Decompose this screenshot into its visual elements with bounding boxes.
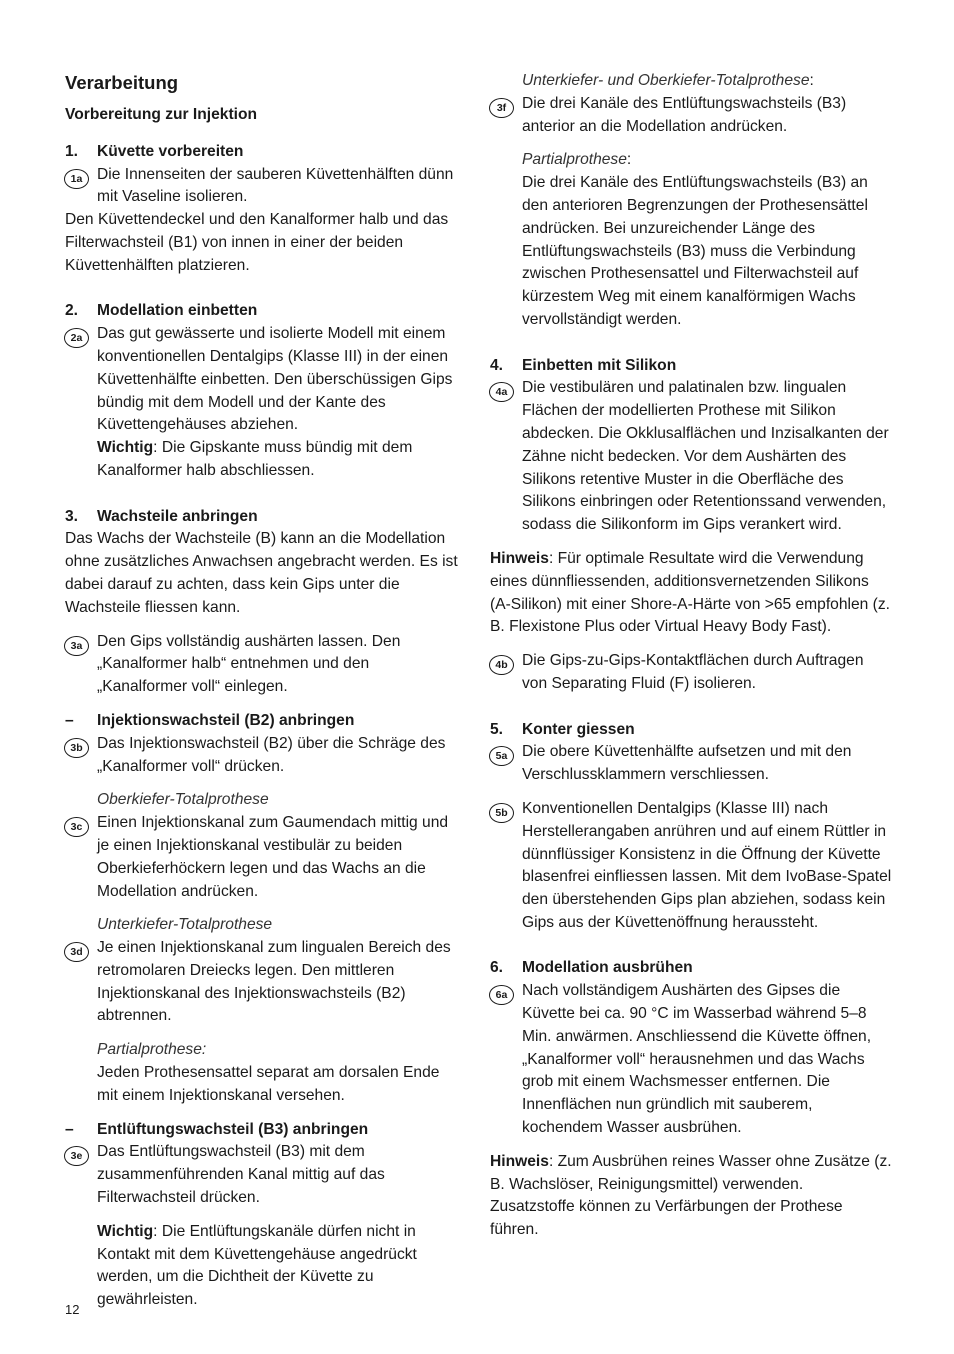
figure-badge: 3a — [64, 636, 89, 656]
step-title: Küvette vorbereiten — [97, 142, 244, 160]
step-title: Injektionswachsteil (B2) anbringen — [97, 711, 355, 729]
figure-ref-4a — [490, 377, 892, 537]
step-6-heading — [490, 957, 892, 980]
step-title: Einbetten mit Silikon — [522, 356, 677, 374]
case-label: Unterkiefer-Totalprothese — [97, 916, 273, 934]
figure-ref-4b — [490, 650, 892, 696]
important-note: Wichtig: Die Entlüftungskanäle dürfen nicht in Kontakt mit dem Küvettengehäuse angedrückt werden, um die Dichtheit der Küvette zu gewährleisten. — [97, 1222, 417, 1309]
paragraph: Den Küvettendeckel und den Kanalformer halb und das Filterwachsteil (B1) von innen in einer der beiden Küvettenhälften platzieren. — [65, 211, 449, 274]
step-number: 6. — [490, 959, 504, 977]
hint-note: Hinweis: Zum Ausbrühen reines Wasser ohne Zusätze (z. B. Wachslöser, Reinigungsmittel) verwenden. Zusatzstoffe können zu Verfärbungen der Prothese führen. — [490, 1152, 892, 1239]
substep-heading-b3 — [65, 1119, 463, 1142]
paragraph: Die drei Kanäle des Entlüftungswachsteils (B3) an den anterioren Begrenzungen der Prothesensättel andrücken. Bei unzureichender Länge des Entlüftungswachsteils (B3) muss die Verbindung zwischen Prothesensattel und Filterwachsteil auf kürzestem Weg mit einem kanalförmigen Wachs vervollständigt werden. — [522, 174, 868, 328]
paragraph: Das Entlüftungswachsteil (B3) mit dem zusammenführenden Kanal mittig auf das Filterwachsteil drücken. — [97, 1143, 385, 1207]
paragraph: Das Injektionswachsteil (B2) über die Schräge des „Kanalformer voll“ drücken. — [97, 734, 446, 775]
step-title: Entlüftungswachsteil (B3) anbringen — [97, 1120, 369, 1138]
step-number: 4. — [490, 356, 504, 374]
figure-badge: 3f — [489, 98, 514, 118]
paragraph: Die Innenseiten der sauberen Küvettenhälften dünn mit Vaseline isolieren. — [97, 165, 454, 206]
paragraph: Einen Injektionskanal zum Gaumendach mittig und je einen Injektionskanal vestibulär zu beiden Oberkieferhöckern legen und das Wachs an die Modellation andrücken. — [97, 814, 449, 900]
case-label: Partialprothese: — [522, 151, 632, 169]
substep-heading-b2 — [65, 710, 463, 733]
step-title: Modellation einbetten — [97, 302, 258, 320]
figure-badge: 4b — [489, 655, 514, 675]
paragraph: Je einen Injektionskanal zum lingualen Bereich des retromolaren Dreiecks legen. Den mittleren Injektionskanal des Injektionswachsteils (B2) abtrennen. — [97, 939, 451, 1025]
step-number: 1. — [65, 142, 79, 160]
step-1-heading — [65, 141, 463, 164]
figure-ref-3d — [65, 937, 463, 1028]
figure-badge: 5a — [489, 746, 514, 766]
case-label: Unterkiefer- und Oberkiefer-Totalprothese: — [522, 72, 814, 89]
figure-badge: 3e — [64, 1146, 89, 1166]
paragraph: Das gut gewässerte und isolierte Modell mit einem konventionellen Dentalgips (Klasse III) in der einen Küvettenhälfte einbetten. Den überschüssigen Gips bündig mit dem Modell und der Kante des Küvettengehäuses abziehen. — [97, 325, 453, 434]
step-title: Wachsteile anbringen — [97, 507, 258, 525]
figure-ref-3f — [490, 93, 892, 139]
dash-marker: – — [65, 1120, 74, 1138]
figure-ref-1a — [65, 164, 463, 210]
subsection-title: Vorbereitung zur Injektion — [65, 106, 258, 123]
figure-ref-3e — [65, 1141, 463, 1209]
case-label: Partialprothese: — [97, 1041, 207, 1059]
step-3-heading — [65, 506, 463, 529]
paragraph: Den Gips vollständig aushärten lassen. Den „Kanalformer halb“ entnehmen und den „Kanalformer voll“ einlegen. — [97, 632, 401, 696]
figure-badge: 3d — [64, 942, 89, 962]
figure-ref-5a — [490, 741, 892, 787]
figure-ref-3c — [65, 812, 463, 903]
figure-badge: 6a — [489, 985, 514, 1005]
paragraph: Jeden Prothesensattel separat am dorsalen Ende mit einem Injektionskanal versehen. — [97, 1064, 440, 1104]
dash-marker: – — [65, 711, 74, 729]
step-number: 5. — [490, 720, 504, 738]
hint-note: Hinweis: Für optimale Resultate wird die Verwendung eines dünnfliessenden, additionsvernetzenden Silikons (A-Silikon) mit einer Shore-A-Härte von >65 empfohlen (z. B. Flexistone Plus oder Virtual Heavy Body Fast). — [490, 549, 890, 636]
figure-badge: 5b — [489, 803, 514, 823]
step-title: Modellation ausbrühen — [522, 959, 693, 977]
case-label: Oberkiefer-Totalprothese — [97, 791, 269, 809]
step-title: Konter giessen — [522, 720, 635, 738]
figure-badge: 4a — [489, 382, 514, 402]
figure-badge: 3c — [64, 817, 89, 837]
paragraph: Die obere Küvettenhälfte aufsetzen und mit den Verschlussklammern verschliessen. — [522, 743, 852, 784]
paragraph: Die drei Kanäle des Entlüftungswachsteils (B3) anterior an die Modellation andrücken. — [522, 94, 847, 135]
figure-ref-5b — [490, 798, 892, 935]
paragraph: Das Wachs der Wachsteile (B) kann an die Modellation ohne zusätzliches Anwachsen angebracht werden. Es ist dabei darauf zu achten, dass kein Gips unter die Wachsteile fliessen kann. — [65, 530, 458, 616]
paragraph: Nach vollständigem Aushärten des Gipses die Küvette bei ca. 90 °C im Wasserbad während 5–8 Min. anwärmen. Anschliessend die Küvette öffnen, „Kanalformer voll“ herausnehmen und das Wachs grob mit einem Wachsmesser entfernen. Die Innenflächen nun gründlich mit sauberem, kochendem Wasser ausbrühen. — [522, 982, 872, 1137]
right-column — [490, 70, 892, 1242]
left-column — [65, 70, 463, 1312]
step-4-heading — [490, 355, 892, 378]
section-title: Verarbeitung — [65, 72, 179, 93]
step-5-heading — [490, 719, 892, 742]
figure-badge: 2a — [64, 328, 89, 348]
figure-badge: 1a — [64, 169, 89, 189]
step-2-heading — [65, 300, 463, 323]
important-note: Wichtig: Die Gipskante muss bündig mit dem Kanalformer halb abschliessen. — [97, 439, 413, 479]
step-number: 3. — [65, 507, 79, 525]
figure-ref-3b — [65, 733, 463, 779]
figure-badge: 3b — [64, 738, 89, 758]
figure-ref-2a — [65, 323, 463, 483]
figure-ref-3a — [65, 631, 463, 699]
paragraph: Die Gips-zu-Gips-Kontaktflächen durch Auftragen von Separating Fluid (F) isolieren. — [522, 652, 864, 692]
step-number: 2. — [65, 302, 79, 320]
paragraph: Konventionellen Dentalgips (Klasse III) nach Herstellerangaben anrühren und auf einem Rüttler in dünnflüssiger Konsistenz in die Öffnung der Küvette blasenfrei einfliessen lassen. Mit dem IvoBase-Spatel den überstehenden Gips plan abziehen, sodass kein Gips aus der Küvettenöffnung heraussteht. — [522, 799, 892, 931]
paragraph: Die vestibulären und palatinalen bzw. lingualen Flächen der modellierten Prothese mit Silikon abdecken. Die Okklusalflächen und Inzisalkanten der Zähne nicht bedecken. Vor dem Aushärten des Silikons retentive Muster in die Oberfläche des Silikons einbringen oder Retentionssand verwenden, sodass die Silikonform im Gips verankert wird. — [522, 379, 889, 534]
figure-ref-6a — [490, 980, 892, 1140]
page-number: 12 — [65, 1302, 80, 1317]
